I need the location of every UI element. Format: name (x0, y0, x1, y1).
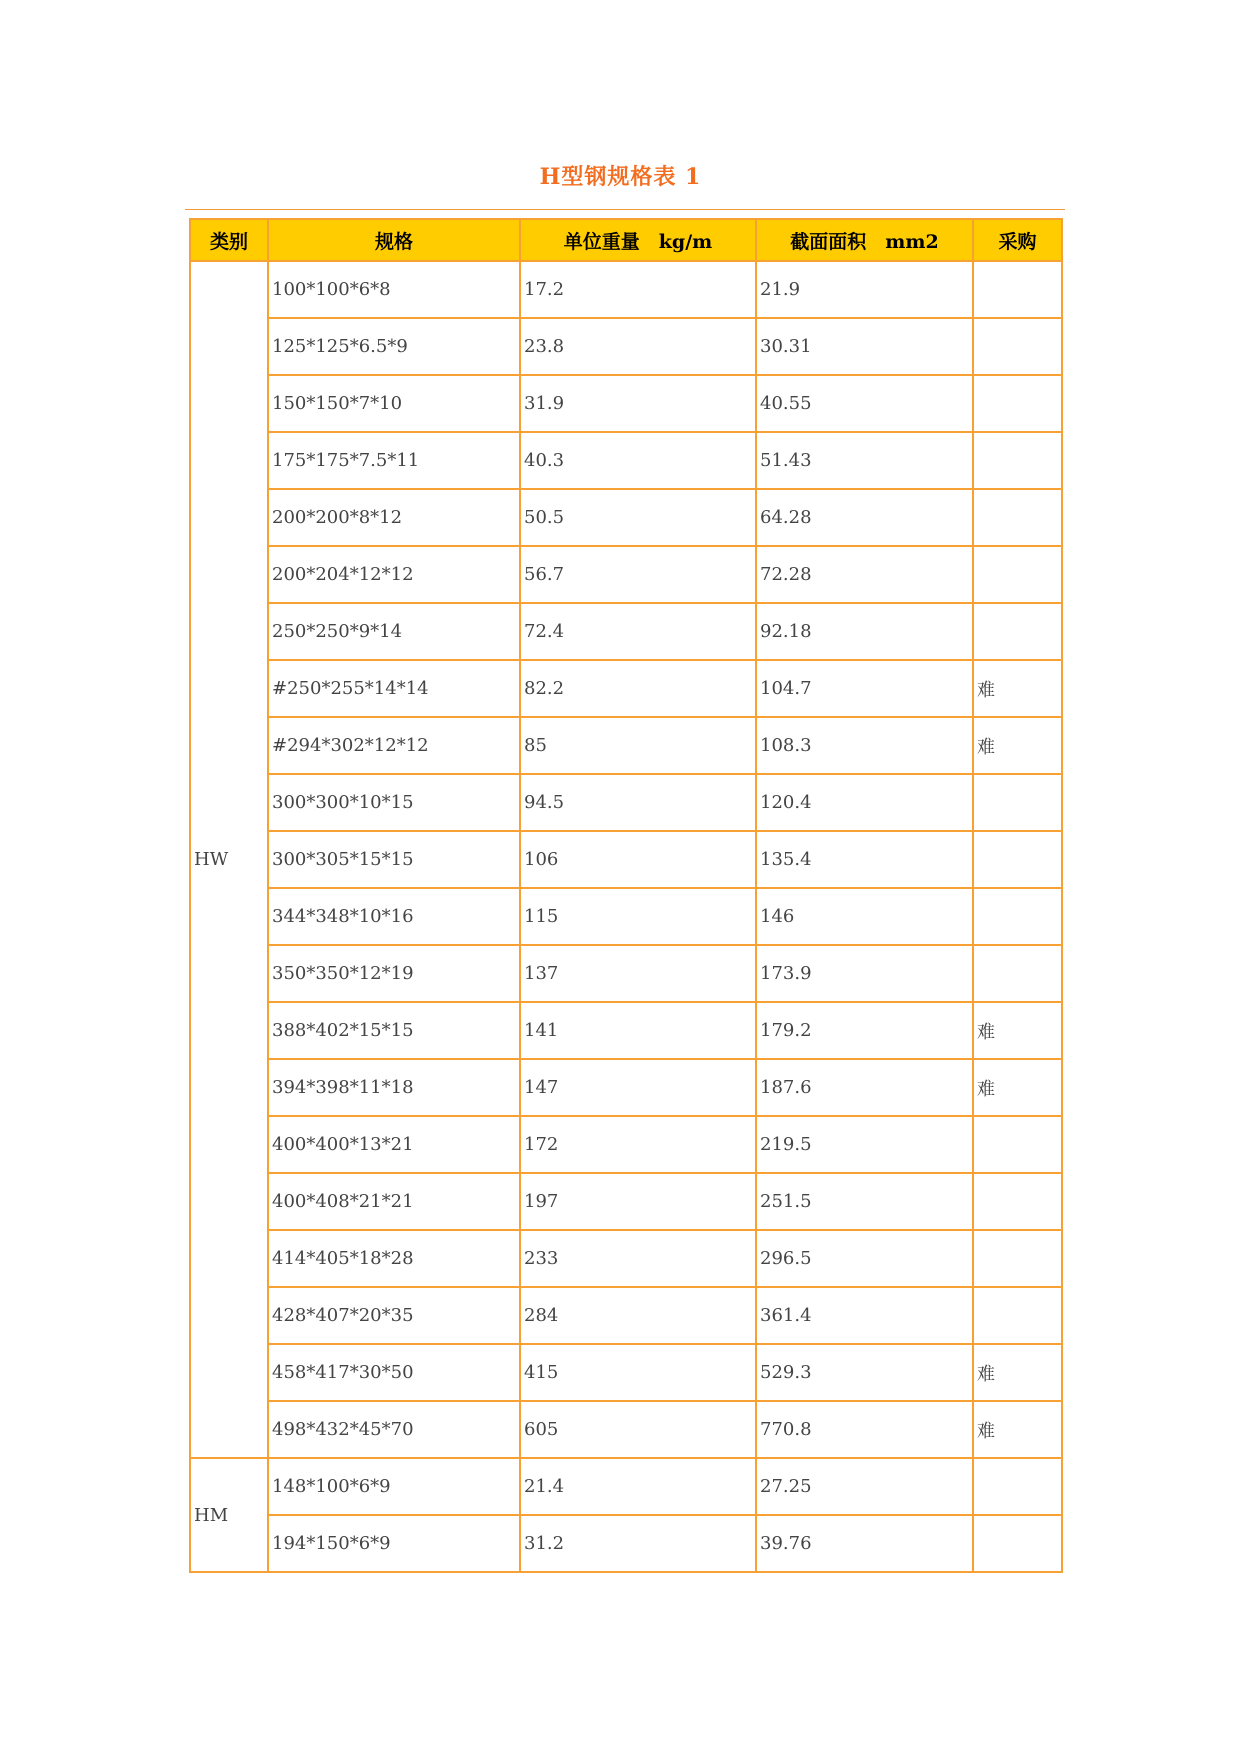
table-row (190, 1059, 1062, 1116)
spec-cell: 200*204*12*12 (268, 546, 520, 603)
header-unit-weight: 单位重量 kg/m (520, 219, 756, 261)
unit-weight-cell: 147 (520, 1059, 756, 1116)
purchase-cell: 难 (973, 660, 1062, 717)
purchase-cell (973, 546, 1062, 603)
table-row (190, 1458, 1062, 1515)
spec-cell: 125*125*6.5*9 (268, 318, 520, 375)
unit-weight-cell: 17.2 (520, 261, 756, 318)
purchase-cell (973, 1458, 1062, 1515)
unit-weight-cell: 137 (520, 945, 756, 1002)
spec-cell: 194*150*6*9 (268, 1515, 520, 1572)
unit-weight-cell: 23.8 (520, 318, 756, 375)
section-area-cell: 51.43 (756, 432, 973, 489)
unit-weight-cell: 605 (520, 1401, 756, 1458)
spec-cell: 428*407*20*35 (268, 1287, 520, 1344)
table-row (190, 1344, 1062, 1401)
unit-weight-cell: 31.9 (520, 375, 756, 432)
table-row (190, 717, 1062, 774)
spec-cell: 400*400*13*21 (268, 1116, 520, 1173)
purchase-cell (973, 831, 1062, 888)
spec-cell: 344*348*10*16 (268, 888, 520, 945)
purchase-cell (973, 888, 1062, 945)
purchase-cell: 难 (973, 1344, 1062, 1401)
purchase-cell (973, 945, 1062, 1002)
table-row (190, 1515, 1062, 1572)
purchase-cell: 难 (973, 1002, 1062, 1059)
unit-weight-cell: 141 (520, 1002, 756, 1059)
section-area-cell: 173.9 (756, 945, 973, 1002)
spec-cell: 250*250*9*14 (268, 603, 520, 660)
section-area-cell: 64.28 (756, 489, 973, 546)
unit-weight-cell: 233 (520, 1230, 756, 1287)
unit-weight-cell: 21.4 (520, 1458, 756, 1515)
section-area-cell: 120.4 (756, 774, 973, 831)
table-row (190, 432, 1062, 489)
purchase-cell (973, 489, 1062, 546)
spec-cell: 300*300*10*15 (268, 774, 520, 831)
purchase-cell (973, 432, 1062, 489)
spec-cell: 150*150*7*10 (268, 375, 520, 432)
unit-weight-cell: 82.2 (520, 660, 756, 717)
table-row (190, 660, 1062, 717)
section-area-cell: 146 (756, 888, 973, 945)
spec-cell: 498*432*45*70 (268, 1401, 520, 1458)
section-area-cell: 361.4 (756, 1287, 973, 1344)
section-area-cell: 770.8 (756, 1401, 973, 1458)
spec-cell: 175*175*7.5*11 (268, 432, 520, 489)
spec-cell: 100*100*6*8 (268, 261, 520, 318)
purchase-cell (973, 261, 1062, 318)
section-area-cell: 21.9 (756, 261, 973, 318)
table-row (190, 1116, 1062, 1173)
spec-cell: 394*398*11*18 (268, 1059, 520, 1116)
spec-cell: 400*408*21*21 (268, 1173, 520, 1230)
table-row (190, 1173, 1062, 1230)
spec-cell: 414*405*18*28 (268, 1230, 520, 1287)
unit-weight-cell: 31.2 (520, 1515, 756, 1572)
unit-weight-cell: 415 (520, 1344, 756, 1401)
table-row (190, 1230, 1062, 1287)
table-row (190, 1287, 1062, 1344)
section-area-cell: 108.3 (756, 717, 973, 774)
category-cell: HM (190, 1458, 268, 1572)
section-area-cell: 135.4 (756, 831, 973, 888)
title-divider (185, 209, 1065, 210)
spec-cell: 388*402*15*15 (268, 1002, 520, 1059)
section-area-cell: 529.3 (756, 1344, 973, 1401)
category-cell: HW (190, 261, 268, 1458)
spec-cell: #250*255*14*14 (268, 660, 520, 717)
unit-weight-cell: 40.3 (520, 432, 756, 489)
section-area-cell: 251.5 (756, 1173, 973, 1230)
spec-cell: #294*302*12*12 (268, 717, 520, 774)
section-area-cell: 179.2 (756, 1002, 973, 1059)
unit-weight-cell: 106 (520, 831, 756, 888)
table-body (190, 261, 1062, 1572)
unit-weight-cell: 197 (520, 1173, 756, 1230)
purchase-cell: 难 (973, 717, 1062, 774)
section-area-cell: 39.76 (756, 1515, 973, 1572)
unit-weight-cell: 284 (520, 1287, 756, 1344)
spec-cell: 200*200*8*12 (268, 489, 520, 546)
purchase-cell (973, 318, 1062, 375)
table-row (190, 1002, 1062, 1059)
table-row (190, 261, 1062, 318)
table-row (190, 603, 1062, 660)
unit-weight-cell: 72.4 (520, 603, 756, 660)
header-category: 类别 (190, 219, 268, 261)
spec-cell: 300*305*15*15 (268, 831, 520, 888)
purchase-cell (973, 375, 1062, 432)
table-row (190, 1401, 1062, 1458)
spec-cell: 350*350*12*19 (268, 945, 520, 1002)
unit-weight-cell: 85 (520, 717, 756, 774)
section-area-cell: 40.55 (756, 375, 973, 432)
page-title: H型钢规格表 1 (539, 164, 702, 190)
section-area-cell: 92.18 (756, 603, 973, 660)
spec-cell: 148*100*6*9 (268, 1458, 520, 1515)
section-area-cell: 104.7 (756, 660, 973, 717)
unit-weight-cell: 56.7 (520, 546, 756, 603)
table-row (190, 831, 1062, 888)
header-purchase: 采购 (973, 219, 1062, 261)
table-row (190, 318, 1062, 375)
table-row (190, 774, 1062, 831)
section-area-cell: 27.25 (756, 1458, 973, 1515)
unit-weight-cell: 115 (520, 888, 756, 945)
purchase-cell (973, 1173, 1062, 1230)
purchase-cell (973, 774, 1062, 831)
purchase-cell (973, 1515, 1062, 1572)
table-row (190, 945, 1062, 1002)
purchase-cell (973, 1287, 1062, 1344)
unit-weight-cell: 94.5 (520, 774, 756, 831)
unit-weight-cell: 50.5 (520, 489, 756, 546)
spec-cell: 458*417*30*50 (268, 1344, 520, 1401)
purchase-cell (973, 1116, 1062, 1173)
table-row (190, 489, 1062, 546)
table-row (190, 375, 1062, 432)
table-row (190, 546, 1062, 603)
header-row (190, 219, 1062, 261)
section-area-cell: 187.6 (756, 1059, 973, 1116)
unit-weight-cell: 172 (520, 1116, 756, 1173)
header-section-area: 截面面积 mm2 (756, 219, 973, 261)
table-row (190, 888, 1062, 945)
purchase-cell (973, 603, 1062, 660)
section-area-cell: 72.28 (756, 546, 973, 603)
header-spec: 规格 (268, 219, 520, 261)
table-header (190, 219, 1062, 261)
section-area-cell: 296.5 (756, 1230, 973, 1287)
purchase-cell: 难 (973, 1059, 1062, 1116)
h-beam-spec-table (189, 218, 1063, 1573)
section-area-cell: 219.5 (756, 1116, 973, 1173)
section-area-cell: 30.31 (756, 318, 973, 375)
purchase-cell: 难 (973, 1401, 1062, 1458)
purchase-cell (973, 1230, 1062, 1287)
